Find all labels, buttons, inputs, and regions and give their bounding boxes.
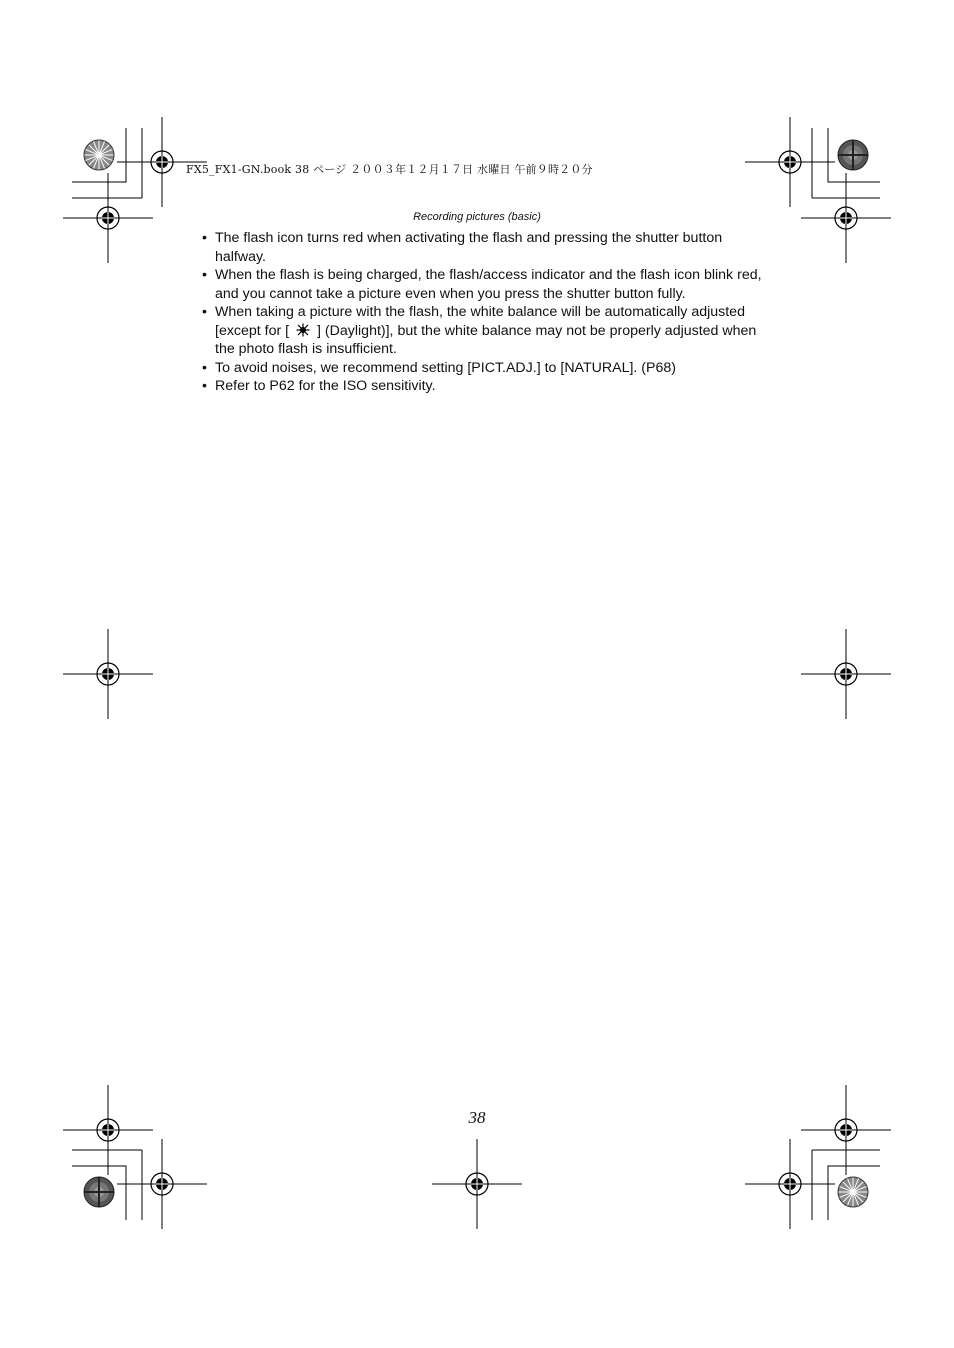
bullet-item [202, 303, 762, 359]
bullet-text: Refer to P62 for the ISO sensitivity. [215, 378, 436, 394]
bullet-list [202, 229, 762, 396]
bullet-text: When taking a picture with the flash, the white balance will be automatically adjusted [except for [ [215, 304, 745, 339]
print-slug-header: FX5_FX1-GN.book 38 ページ ２００３年１２月１７日 水曜日 午前９時２０分 [186, 163, 593, 176]
bullet-item [202, 229, 762, 266]
bullet-text: To avoid noises, we recommend setting [PICT.ADJ.] to [NATURAL]. (P68) [215, 359, 676, 376]
bullet-item [202, 359, 762, 378]
bullet-item [202, 377, 762, 396]
bullet-text: The flash icon turns red when activating the flash and pressing the shutter button halfway. [215, 230, 723, 265]
daylight-icon [295, 323, 311, 337]
bullet-item [202, 266, 762, 303]
bullet-text: When the flash is being charged, the flash/access indicator and the flash icon blink red, and you cannot take a picture even when you press the shutter button fully. [215, 267, 762, 302]
page-number: 38 [468, 1108, 486, 1127]
running-head: Recording pictures (basic) [413, 211, 541, 223]
bullet-text: ] (Daylight)], but the white balance may not be properly adjusted when the photo flash is insufficient. [215, 322, 757, 357]
